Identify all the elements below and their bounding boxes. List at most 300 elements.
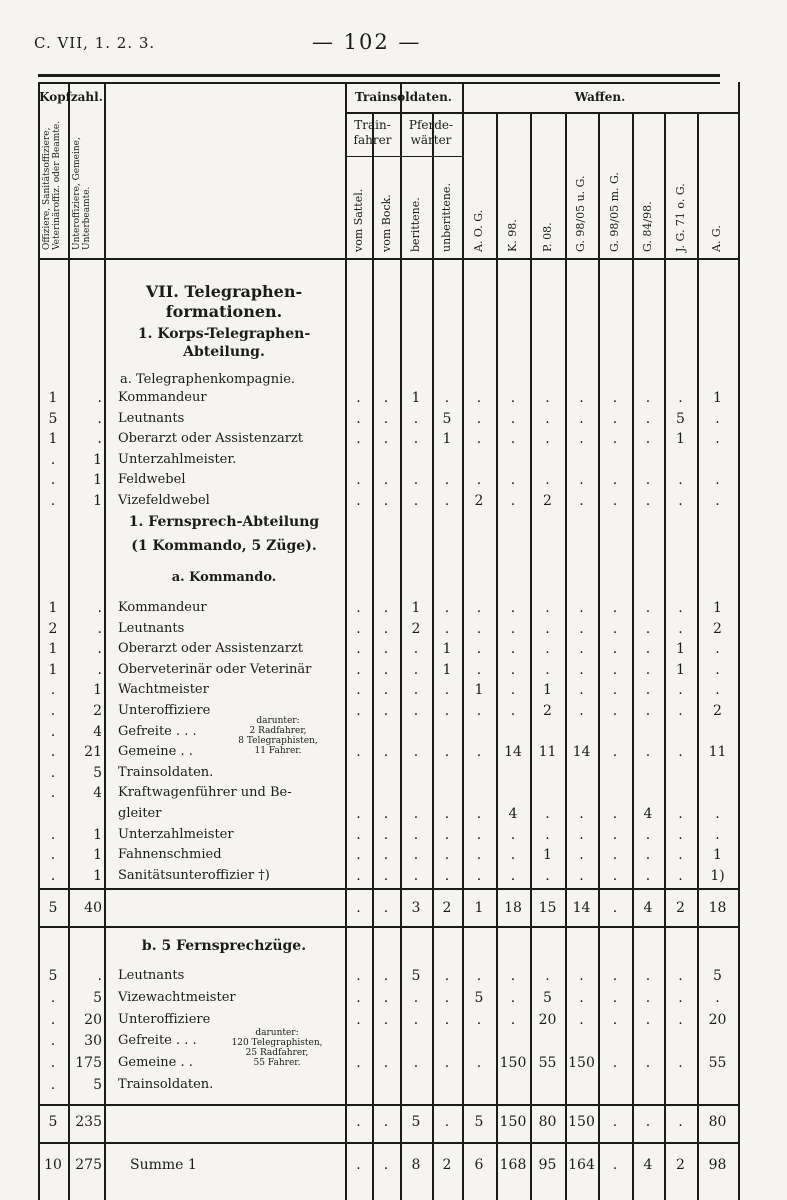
table-cell: 1 <box>713 847 722 864</box>
subtotal-2-cell: 80 <box>538 1114 557 1130</box>
table-cell: . <box>545 600 550 616</box>
table-cell: . <box>383 600 389 616</box>
subtotal-1-cell: 18 <box>504 900 522 916</box>
table-cell: . <box>444 472 450 488</box>
section-title: formationen. <box>165 302 283 321</box>
table-cell: . <box>444 682 450 699</box>
kopf-offiziere: 1 <box>48 641 58 658</box>
table-cell: . <box>356 600 361 616</box>
row-label: Trainsoldaten. <box>118 1077 214 1092</box>
row-label: Oberarzt oder Assistenzarzt <box>118 431 303 446</box>
subtotal-1-cell: . <box>383 900 389 916</box>
table-cell: . <box>356 431 361 447</box>
table-cell: . <box>612 682 618 699</box>
table-cell: . <box>383 806 389 822</box>
col-header-g98: G. 98/05 u. G. <box>574 175 587 252</box>
row-label: Unterzahlmeister <box>118 826 234 842</box>
table-cell: . <box>678 492 683 509</box>
table-cell: . <box>715 410 720 427</box>
kopf-unteroffiziere: . <box>97 968 102 984</box>
subtotal-2-cell: 80 <box>708 1114 727 1130</box>
row-label: Leutnants <box>118 410 185 426</box>
kopf-unteroffiziere: 1 <box>93 492 102 509</box>
subsection-label: a. Telegraphenkompagnie. <box>120 372 296 387</box>
table-cell: . <box>579 600 584 616</box>
table-cell: . <box>444 620 450 637</box>
table-cell: . <box>579 620 584 637</box>
table-cell: . <box>678 1055 683 1072</box>
table-cell: . <box>678 826 683 843</box>
table-cell: . <box>444 744 450 761</box>
table-cell: 1 <box>713 390 722 406</box>
table-cell: . <box>678 867 683 884</box>
table-cell: . <box>444 968 450 984</box>
kopf-unteroffiziere: 4 <box>93 723 102 740</box>
table-cell: . <box>413 867 419 884</box>
kopf-offiziere: 5 <box>48 410 58 427</box>
subtotal-2-cell: 5 <box>474 1114 484 1130</box>
table-cell: 1 <box>676 431 685 447</box>
table-cell: . <box>545 620 550 637</box>
table-cell: . <box>545 641 550 658</box>
zuege-title: b. 5 Fernsprechzüge. <box>141 938 307 954</box>
table-cell: . <box>383 989 389 1006</box>
table-cell: 2 <box>411 620 421 637</box>
col-header-ao: A. O. G. <box>472 209 485 252</box>
table-cell: . <box>444 806 450 822</box>
kopf-unteroffiziere: 2 <box>93 703 102 719</box>
row-label: Wachtmeister <box>118 682 209 698</box>
subtotal-2-cell: 5 <box>411 1114 421 1130</box>
table-cell: . <box>510 600 516 616</box>
table-cell: 1 <box>442 661 452 678</box>
row-label: Vizewachtmeister <box>118 989 236 1005</box>
subtotal-2-cell: 150 <box>568 1114 595 1130</box>
table-cell: . <box>413 806 419 822</box>
table-cell: 1 <box>543 682 552 699</box>
table-cell: . <box>356 682 361 699</box>
kopf-offiziere: . <box>50 1077 56 1093</box>
table-cell: . <box>510 431 516 447</box>
sub-title: 1. Korps-Telegraphen- <box>137 326 311 342</box>
table-cell: . <box>579 989 584 1006</box>
table-cell: . <box>413 847 419 864</box>
kopf-offiziere: . <box>50 826 56 843</box>
kopf-offiziere: 2 <box>48 620 58 637</box>
table-cell: . <box>476 410 482 427</box>
table-cell: . <box>413 703 419 719</box>
subtotal-1-unteroffiziere: 40 <box>84 900 102 916</box>
row-label: Trainsoldaten. <box>118 764 214 780</box>
table-cell: . <box>612 968 618 984</box>
table-cell: . <box>645 867 651 884</box>
row-label: Vizefeldwebel <box>118 492 210 508</box>
table-cell: . <box>510 620 516 637</box>
table-cell: . <box>579 968 584 984</box>
table-cell: 20 <box>708 1011 727 1028</box>
table-cell: . <box>444 1055 450 1072</box>
table-cell: 20 <box>538 1011 557 1028</box>
sum-row-cell: 6 <box>474 1157 484 1173</box>
subtotal-2-cell: 150 <box>499 1114 527 1130</box>
table-cell: . <box>444 390 450 406</box>
table-cell: . <box>413 682 419 699</box>
table-cell: . <box>612 472 618 488</box>
table-cell: . <box>356 703 361 719</box>
col-header-p08: P. 08. <box>541 222 554 252</box>
table-cell: 2 <box>713 703 722 719</box>
table-cell: . <box>444 703 450 719</box>
table-cell: . <box>476 826 482 843</box>
table-cell: . <box>645 472 651 488</box>
gefreite-note: darunter: 2 Radfahrer, 8 Telegraphisten, 11 Fahrer. <box>238 716 318 756</box>
sum-row-cell: . <box>612 1157 618 1173</box>
table-cell: . <box>645 989 651 1006</box>
table-cell: . <box>444 1011 450 1028</box>
table-cell: 1 <box>442 431 452 447</box>
kopf-offiziere: . <box>50 703 56 719</box>
col-header-k98: K. 98. <box>506 219 519 252</box>
row-label: Feldwebel <box>118 472 186 487</box>
sum-row-cell: 2 <box>676 1157 685 1173</box>
table-cell: . <box>645 703 651 719</box>
page-ref: C. VII, 1. 2. 3. <box>34 34 156 52</box>
table-cell: . <box>356 661 361 678</box>
table-cell: 1 <box>442 641 452 658</box>
table-cell: . <box>678 847 683 864</box>
kopf-offiziere: . <box>50 1055 56 1072</box>
table-cell: . <box>545 968 550 984</box>
table-cell: . <box>356 847 361 864</box>
table-cell: . <box>413 661 419 678</box>
table-cell: . <box>383 431 389 447</box>
kopf-unteroffiziere: 1 <box>93 826 102 843</box>
col-header-g8498: G. 84/98. <box>641 201 654 252</box>
table-cell: . <box>383 620 389 637</box>
table-cell: . <box>715 431 720 447</box>
table-cell: . <box>510 390 516 406</box>
table-cell: . <box>678 600 683 616</box>
table-cell: 1 <box>676 661 685 678</box>
table-cell: . <box>715 806 720 822</box>
table-cell: 5 <box>411 968 421 984</box>
kopf-unteroffiziere: 1 <box>93 867 102 884</box>
row-label: Kommandeur <box>118 390 207 405</box>
table-cell: . <box>579 641 584 658</box>
kopf-offiziere: 1 <box>48 600 58 616</box>
table-cell: . <box>645 661 651 678</box>
row-label: Unteroffiziere <box>118 703 211 718</box>
kopf-unteroffiziere: 4 <box>93 785 102 802</box>
col-header-jg71: J. G. 71 o. G. <box>674 183 687 252</box>
table-cell: . <box>612 661 618 678</box>
col-header-unberittene: unberittene. <box>440 183 453 252</box>
table-cell: . <box>678 620 683 637</box>
kopf-unteroffiziere: . <box>97 641 102 658</box>
table-cell: . <box>545 867 550 884</box>
table-cell: . <box>510 492 516 509</box>
kopf-unteroffiziere: . <box>97 600 102 616</box>
row-label: Unterzahlmeister. <box>118 451 237 467</box>
table-cell: . <box>476 744 482 761</box>
table-cell: . <box>612 806 618 822</box>
table-cell: . <box>678 744 683 761</box>
table-cell: . <box>476 847 482 864</box>
col-header-g9805: G. 98/05 m. G. <box>608 172 621 252</box>
sum-row-cell: 4 <box>643 1157 653 1173</box>
table-cell: . <box>612 390 618 406</box>
fernsprech-title: 1. Fernsprech-Abteilung <box>128 514 320 530</box>
col-header-vom_bock: vom Bock. <box>380 194 393 252</box>
table-cell: . <box>612 1011 618 1028</box>
table-cell: . <box>356 472 361 488</box>
table-cell: . <box>476 867 482 884</box>
table-cell: . <box>645 620 651 637</box>
table-cell: 1 <box>474 682 484 699</box>
subtotal-2-cell: . <box>678 1114 683 1130</box>
kopf-offiziere: . <box>50 723 56 740</box>
table-cell: . <box>645 1011 651 1028</box>
subtotal-1-cell: 14 <box>572 900 591 916</box>
sum-row-cell: 2 <box>442 1157 452 1173</box>
table-cell: . <box>510 661 516 678</box>
table-cell: 1 <box>411 390 421 406</box>
sum-row-cell: 95 <box>538 1157 557 1173</box>
table-cell: . <box>678 390 683 406</box>
table-cell: 150 <box>499 1055 527 1072</box>
table-cell: . <box>612 989 618 1006</box>
row-label: Leutnants <box>118 968 185 983</box>
table-cell: . <box>383 410 389 427</box>
table-cell: . <box>612 410 618 427</box>
table-cell: . <box>510 641 516 658</box>
table-cell: . <box>356 492 361 509</box>
table-cell: . <box>545 472 550 488</box>
table-cell: . <box>645 968 651 984</box>
table-cell: . <box>545 390 550 406</box>
sum-row-cell: 98 <box>708 1157 727 1173</box>
table-cell: . <box>383 847 389 864</box>
table-cell: 1 <box>543 847 552 864</box>
subtotal-2-cell: . <box>645 1114 651 1130</box>
table-cell: . <box>510 867 516 884</box>
table-cell: . <box>476 390 482 406</box>
table-cell: . <box>645 847 651 864</box>
row-label: Gemeine . . <box>118 744 193 760</box>
kopf-offiziere: 1 <box>48 390 58 406</box>
rule-line <box>38 1142 738 1144</box>
table-cell: . <box>645 600 651 616</box>
table-cell: . <box>579 472 584 488</box>
table-cell: . <box>356 989 361 1006</box>
table-cell: . <box>579 661 584 678</box>
kopf-unteroffiziere: 175 <box>75 1055 102 1072</box>
table-cell: . <box>383 1055 389 1072</box>
table-cell: . <box>612 867 618 884</box>
table-cell: 2 <box>474 492 484 509</box>
table-cell: . <box>383 1011 389 1028</box>
table-cell: 55 <box>708 1055 727 1072</box>
kopf-unteroffiziere: 5 <box>93 764 102 781</box>
table-cell: 1 <box>713 600 722 616</box>
rule-line <box>38 74 720 77</box>
kopf-unteroffiziere: 5 <box>93 1077 102 1093</box>
table-cell: . <box>612 641 618 658</box>
column-line <box>738 82 740 1200</box>
table-cell: . <box>476 806 482 822</box>
table-cell: 1) <box>710 867 725 884</box>
table-cell: . <box>444 847 450 864</box>
table-cell: . <box>413 472 419 488</box>
table-cell: . <box>413 492 419 509</box>
table-cell: . <box>545 431 550 447</box>
kopf-offiziere: 1 <box>48 431 58 447</box>
sub-title: Abteilung. <box>183 344 265 360</box>
table-cell: . <box>510 826 516 843</box>
kopf-offiziere: . <box>50 682 56 699</box>
table-cell: . <box>413 1011 419 1028</box>
kopf-unteroffiziere: 1 <box>93 682 102 699</box>
table-cell: . <box>413 431 419 447</box>
kopf-offiziere: . <box>50 1011 56 1028</box>
table-cell: . <box>476 431 482 447</box>
kopf-unteroffiziere: 30 <box>84 1033 102 1050</box>
table-cell: . <box>413 744 419 761</box>
table-cell: . <box>579 806 584 822</box>
subtotal-1-cell: 2 <box>676 900 685 916</box>
subtotal-1-cell: 4 <box>643 900 653 916</box>
kopf-offiziere: . <box>50 764 56 781</box>
table-cell: 4 <box>508 806 518 822</box>
table-cell: 1 <box>676 641 685 658</box>
table-cell: . <box>356 867 361 884</box>
table-cell: . <box>579 492 584 509</box>
table-cell: . <box>645 492 651 509</box>
kopf-offiziere: . <box>50 492 56 509</box>
rule-line <box>38 926 738 928</box>
table-cell: . <box>476 620 482 637</box>
table-cell: . <box>383 682 389 699</box>
table-cell: 2 <box>543 492 552 509</box>
table-cell: . <box>444 989 450 1006</box>
table-cell: 11 <box>538 744 557 761</box>
table-cell: . <box>645 1055 651 1072</box>
table-cell: . <box>476 641 482 658</box>
fernsprech-subtitle: (1 Kommando, 5 Züge). <box>131 538 317 554</box>
table-cell: . <box>612 492 618 509</box>
row-label: gleiter <box>118 806 162 821</box>
subtotal-2-cell: . <box>444 1114 450 1130</box>
kopf-offiziere: . <box>50 867 56 884</box>
kopf-unteroffiziere: 1 <box>93 451 102 468</box>
table-cell: 5 <box>676 410 685 427</box>
table-cell: . <box>510 847 516 864</box>
row-label: Gefreite . . . <box>118 1033 197 1049</box>
table-cell: . <box>645 682 651 699</box>
table-cell: 2 <box>543 703 552 719</box>
table-cell: 5 <box>442 410 452 427</box>
rule-line <box>38 82 720 84</box>
col-header-berittene: berittene. <box>409 197 422 252</box>
table-cell: . <box>356 410 361 427</box>
table-cell: 5 <box>474 989 484 1006</box>
row-label: Gefreite . . . <box>118 723 197 739</box>
row-label: Unteroffiziere <box>118 1011 211 1027</box>
table-cell: . <box>545 410 550 427</box>
kopf-offiziere: 5 <box>48 968 58 984</box>
table-cell: . <box>383 661 389 678</box>
table-cell: . <box>444 492 450 509</box>
row-label: Leutnants <box>118 620 185 636</box>
row-label: Gemeine . . <box>118 1055 193 1071</box>
rule-line <box>345 112 462 114</box>
table-cell: . <box>612 1055 618 1072</box>
table-cell: . <box>678 968 683 984</box>
table-cell: . <box>715 472 720 488</box>
sum-row-cell: 164 <box>568 1157 595 1173</box>
subtotal-2-unteroffiziere: 235 <box>75 1114 102 1130</box>
table-cell: . <box>444 826 450 843</box>
table-cell: . <box>612 600 618 616</box>
kopf-offiziere: . <box>50 1033 56 1050</box>
sum-label: Summe 1 <box>130 1157 197 1173</box>
table-cell: . <box>579 826 584 843</box>
subtotal-1-offiziere: 5 <box>48 900 58 916</box>
kommando-title: a. Kommando. <box>171 570 277 585</box>
table-cell: . <box>579 410 584 427</box>
table-cell: 2 <box>713 620 722 637</box>
table-cell: . <box>645 431 651 447</box>
table-cell: . <box>476 661 482 678</box>
table-cell: . <box>612 703 618 719</box>
table-cell: . <box>612 847 618 864</box>
table-cell: . <box>545 806 550 822</box>
table-cell: 5 <box>543 989 552 1006</box>
table-cell: . <box>678 703 683 719</box>
table-cell: . <box>476 1011 482 1028</box>
subtotal-2-cell: . <box>383 1114 389 1130</box>
subtotal-1-cell: 18 <box>708 900 727 916</box>
table-cell: . <box>678 1011 683 1028</box>
group-trainsoldaten: Trainsoldaten. <box>354 90 452 104</box>
table-cell: . <box>383 744 389 761</box>
table-cell: . <box>612 620 618 637</box>
table-cell: . <box>510 989 516 1006</box>
col-header-offiziere: Offiziere, Sanitätsoffiziere, Veterinäroffiz. oder Beamte. <box>42 120 62 250</box>
table-cell: . <box>413 1055 419 1072</box>
table-cell: . <box>579 847 584 864</box>
rule-line <box>38 888 738 890</box>
subtotal-2-cell: . <box>356 1114 361 1130</box>
table-cell: . <box>476 968 482 984</box>
subtotal-1-cell: 3 <box>411 900 421 916</box>
sum-row-cell: 8 <box>411 1157 421 1173</box>
col-header-unteroffiziere: Unteroffiziere, Gemeine, Unterbeamte. <box>72 137 92 250</box>
table-cell: . <box>545 826 550 843</box>
table-cell: 1 <box>411 600 421 616</box>
table-cell: . <box>510 1011 516 1028</box>
table-cell: 150 <box>568 1055 595 1072</box>
table-cell: . <box>678 806 683 822</box>
sum-row-cell: . <box>356 1157 361 1173</box>
subtotal-2-cell: . <box>612 1114 618 1130</box>
kopf-unteroffiziere: . <box>97 390 102 406</box>
kopf-unteroffiziere: 1 <box>93 472 102 488</box>
section-title: VII. Telegraphen- <box>145 282 303 301</box>
table-cell: . <box>579 431 584 447</box>
sum-row-cell: 168 <box>499 1157 527 1173</box>
rule-line <box>38 1104 738 1106</box>
